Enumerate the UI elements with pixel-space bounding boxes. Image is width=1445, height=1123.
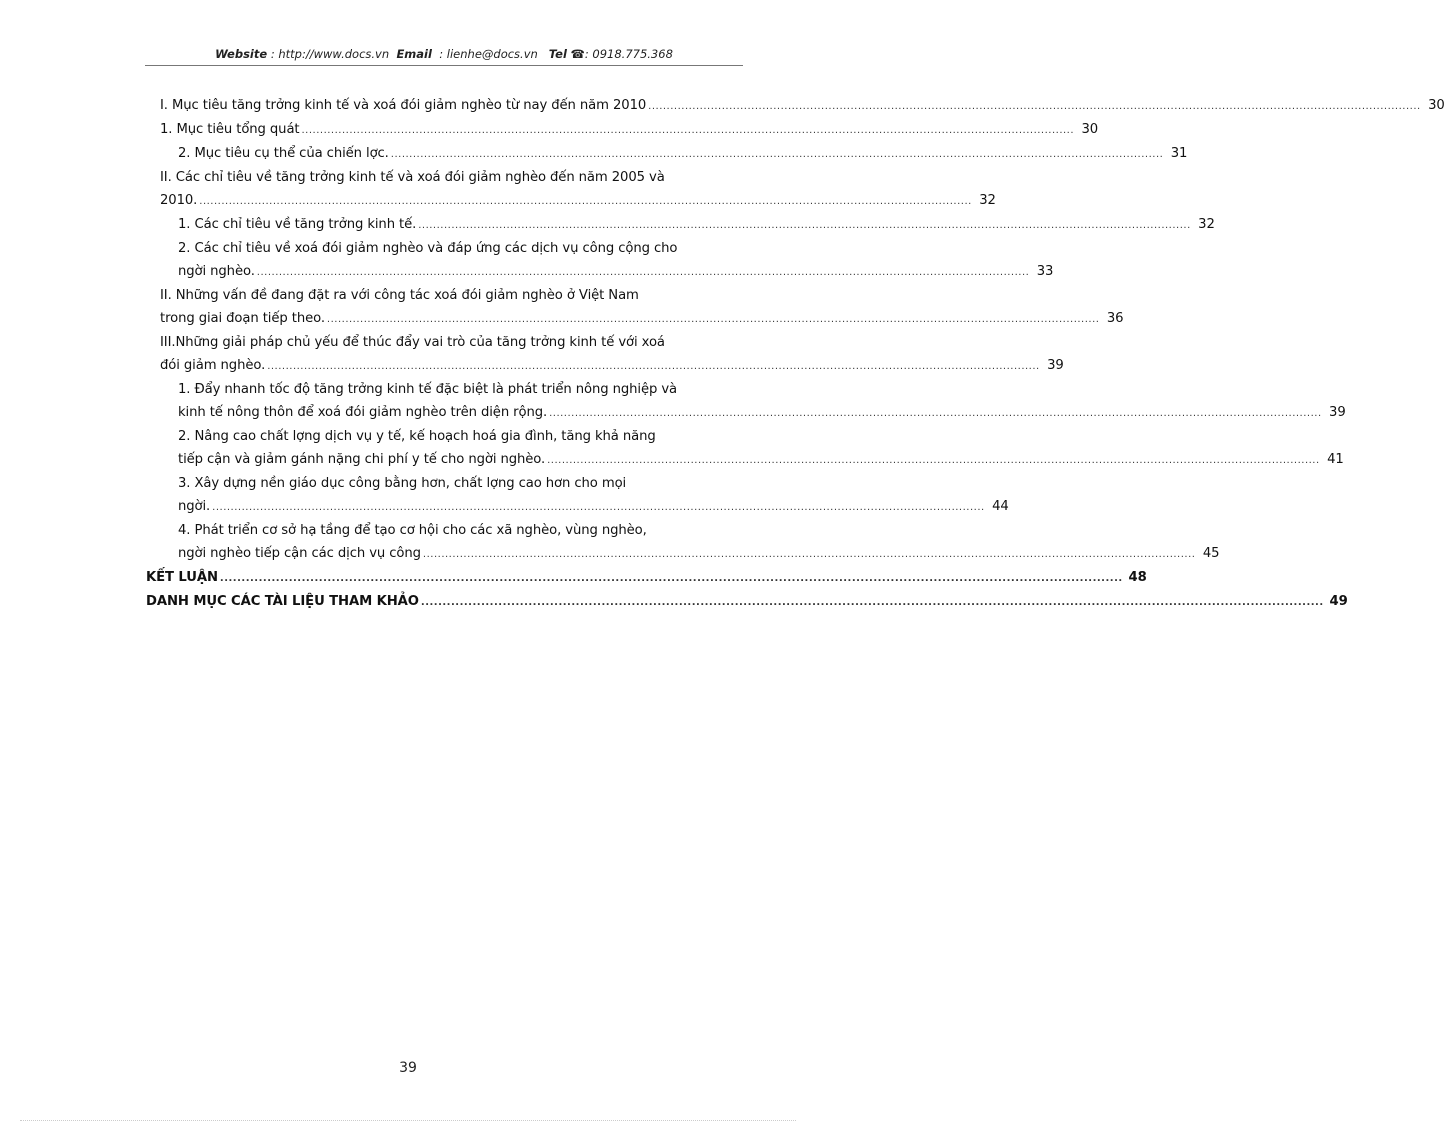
email-label: Email: [396, 47, 432, 61]
toc-leader-dots: [421, 591, 1324, 614]
toc-entry-title-line: 2. Nâng cao chất lợng dịch vụ y tế, kế hoạch hoá gia đình, tăng khả năng: [178, 429, 656, 444]
toc-page-number: 32: [979, 193, 996, 208]
page-header: [145, 47, 743, 61]
toc-page-number: 41: [1327, 452, 1344, 467]
tel-label: Tel: [548, 47, 567, 61]
toc-entry-title: tiếp cận và giảm gánh nặng chi phí y tế cho ngời nghèo.: [178, 452, 546, 467]
toc-leader-dots: [648, 95, 1421, 118]
toc-leader-dots: [549, 402, 1322, 425]
header-divider: [145, 65, 743, 66]
website-value[interactable]: : http://www.docs.vn: [270, 47, 390, 61]
footer-divider: [20, 1120, 796, 1121]
toc-leader-dots: [391, 143, 1164, 166]
toc-entry-title: ngời nghèo tiếp cận các dịch vụ công: [178, 546, 421, 561]
toc-entry-title-line: II. Những vấn đề đang đặt ra với công tác xoá đói giảm nghèo ở Việt Nam: [160, 288, 639, 303]
toc-page-number: 45: [1202, 546, 1220, 561]
toc-entry[interactable]: [146, 566, 1147, 590]
toc-leader-dots: [199, 190, 972, 213]
toc-entry-title: ngời.: [178, 499, 211, 514]
toc-leader-dots: [257, 261, 1030, 284]
toc-page-number: 48: [1128, 570, 1147, 585]
toc-entry[interactable]: [146, 425, 1344, 472]
toc-leader-dots: [212, 496, 985, 519]
toc-entry[interactable]: [146, 590, 1348, 614]
toc-page-number: 30: [1428, 98, 1445, 113]
toc-leader-dots: [418, 214, 1191, 237]
toc-entry[interactable]: [146, 118, 1099, 142]
toc-entry[interactable]: [146, 472, 1009, 519]
toc-entry-title: KẾT LUẬN: [146, 570, 218, 585]
toc-entry-title-line: 3. Xây dựng nền giáo dục công bằng hơn, chất lợng cao hơn cho mọi: [178, 476, 627, 491]
phone-icon: ☎: [570, 47, 585, 61]
toc-leader-dots: [327, 308, 1100, 331]
website-label: Website: [215, 47, 268, 61]
toc-entry[interactable]: [146, 331, 1064, 378]
toc-entry-title: I. Mục tiêu tăng trởng kinh tế và xoá đói giảm nghèo từ nay đến năm 2010: [160, 98, 647, 113]
toc-leader-dots: [547, 449, 1320, 472]
toc-page-number: 44: [992, 499, 1009, 514]
toc-entry[interactable]: [146, 237, 1054, 284]
page-number: 39: [399, 1060, 417, 1076]
toc-page-number: 31: [1170, 146, 1188, 161]
toc-page-number: 32: [1198, 217, 1215, 232]
toc-entry-title: kinh tế nông thôn để xoá đói giảm nghèo trên diện rộng.: [178, 405, 548, 420]
toc-entry-title: 2. Mục tiêu cụ thể của chiến lợc.: [178, 146, 389, 161]
toc-entry[interactable]: [146, 166, 996, 213]
toc-page-number: 36: [1106, 311, 1124, 326]
toc-entry[interactable]: [146, 142, 1188, 166]
tel-value: : 0918.775.368: [584, 47, 673, 61]
toc-page-number: 49: [1329, 594, 1348, 609]
toc-entry[interactable]: [146, 378, 1346, 425]
toc-entry-title-line: III.Những giải pháp chủ yếu để thúc đẩy vai trò của tăng trởng kinh tế với xoá: [160, 335, 665, 350]
toc-page-number: 33: [1036, 264, 1054, 279]
toc-page-number: 30: [1081, 122, 1099, 137]
toc-entry-title-line: 2. Các chỉ tiêu về xoá đói giảm nghèo và đáp ứng các dịch vụ công cộng cho: [178, 241, 678, 256]
toc-page-number: 39: [1329, 405, 1346, 420]
toc-entry-title-line: 4. Phát triển cơ sở hạ tầng để tạo cơ hội cho các xã nghèo, vùng nghèo,: [178, 523, 647, 538]
toc-entry[interactable]: [146, 519, 1220, 566]
toc-leader-dots: [423, 543, 1196, 566]
toc-leader-dots: [220, 567, 1123, 590]
toc-entry-title: đói giảm nghèo.: [160, 358, 266, 373]
toc-entry-title: DANH MỤC CÁC TÀI LIỆU THAM KHẢO: [146, 594, 419, 609]
toc-entry[interactable]: [146, 213, 1215, 237]
table-of-contents: [146, 94, 1445, 614]
toc-entry-title: 1. Các chỉ tiêu về tăng trởng kinh tế.: [178, 217, 417, 232]
toc-entry-title: ngời nghèo.: [178, 264, 255, 279]
toc-entry-title-line: 1. Đẩy nhanh tốc độ tăng trởng kinh tế đặc biệt là phát triển nông nghiệp và: [178, 382, 678, 397]
toc-entry-title: 2010.: [160, 193, 198, 208]
toc-leader-dots: [267, 355, 1040, 378]
toc-leader-dots: [302, 119, 1075, 142]
toc-entry-title-line: II. Các chỉ tiêu về tăng trởng kinh tế và xoá đói giảm nghèo đến năm 2005 và: [160, 170, 665, 185]
toc-entry[interactable]: [146, 284, 1124, 331]
toc-entry-title: 1. Mục tiêu tổng quát: [160, 122, 300, 137]
toc-entry-title: trong giai đoạn tiếp theo.: [160, 311, 325, 326]
toc-entry[interactable]: [146, 94, 1445, 118]
toc-page-number: 39: [1047, 358, 1064, 373]
email-value[interactable]: : lienhe@docs.vn: [439, 47, 538, 61]
